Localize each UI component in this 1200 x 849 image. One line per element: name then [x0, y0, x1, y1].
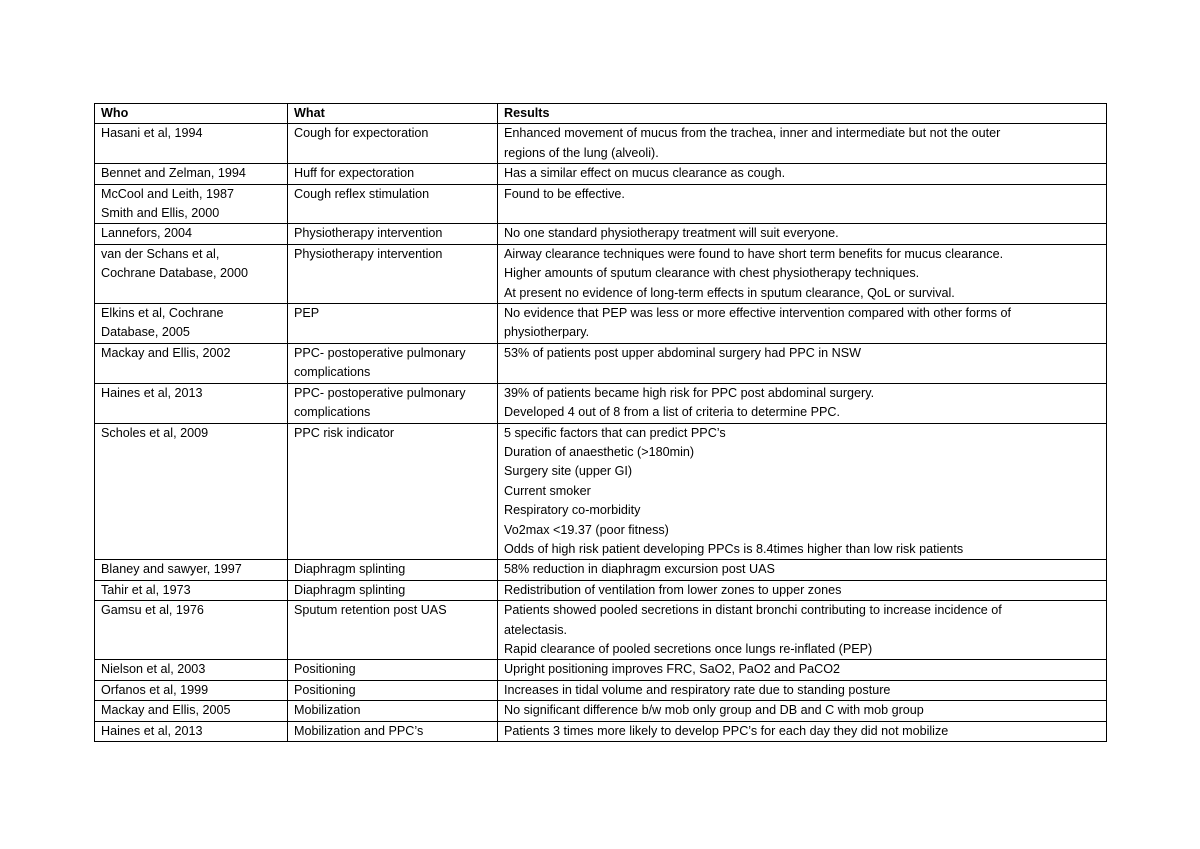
cell-results — [498, 383, 1107, 423]
results-line: atelectasis. — [504, 622, 567, 637]
cell-who — [95, 124, 288, 164]
results-line: physiotherpary. — [504, 325, 590, 340]
table-row — [95, 580, 1107, 600]
cell-who — [95, 601, 288, 660]
who-line: Blaney and sawyer, 1997 — [101, 562, 242, 577]
cell-results — [498, 304, 1107, 344]
cell-what — [288, 701, 498, 721]
results-line: 58% reduction in diaphragm excursion post UAS — [504, 562, 775, 577]
who-line: van der Schans et al, — [101, 246, 220, 261]
cell-what — [288, 721, 498, 741]
literature-review-table — [94, 103, 1107, 742]
what-line: Physiotherapy intervention — [294, 226, 443, 241]
cell-who — [95, 680, 288, 700]
who-line: Mackay and Ellis, 2005 — [101, 703, 231, 718]
cell-who — [95, 304, 288, 344]
results-line: Odds of high risk patient developing PPCs is 8.4times higher than low risk patients — [504, 541, 964, 556]
what-line: Physiotherapy intervention — [294, 246, 443, 261]
results-line: Vo2max <19.37 (poor fitness) — [504, 522, 669, 537]
cell-results — [498, 124, 1107, 164]
results-line: Patients showed pooled secretions in distant bronchi contributing to increase incidence of — [504, 603, 1002, 618]
who-line: Gamsu et al, 1976 — [101, 603, 204, 618]
who-line: Elkins et al, Cochrane — [101, 306, 224, 321]
who-line: Orfanos et al, 1999 — [101, 682, 209, 697]
cell-what — [288, 580, 498, 600]
results-line: Developed 4 out of 8 from a list of criteria to determine PPC. — [504, 405, 840, 420]
who-line: Nielson et al, 2003 — [101, 662, 206, 677]
cell-who — [95, 721, 288, 741]
table-row — [95, 244, 1107, 303]
cell-results — [498, 244, 1107, 303]
table-row — [95, 304, 1107, 344]
cell-what — [288, 184, 498, 224]
results-line: Upright positioning improves FRC, SaO2, PaO2 and PaCO2 — [504, 662, 840, 677]
table-row — [95, 680, 1107, 700]
cell-what — [288, 124, 498, 164]
results-line: No significant difference b/w mob only group and DB and C with mob group — [504, 703, 924, 718]
cell-what — [288, 304, 498, 344]
who-line: Bennet and Zelman, 1994 — [101, 166, 246, 181]
cell-what — [288, 383, 498, 423]
cell-who — [95, 343, 288, 383]
results-line: Airway clearance techniques were found to have short term benefits for mucus clearance. — [504, 246, 1004, 261]
cell-what — [288, 601, 498, 660]
who-line: Hasani et al, 1994 — [101, 126, 203, 141]
cell-who — [95, 560, 288, 580]
who-line: Haines et al, 2013 — [101, 723, 203, 738]
table-row — [95, 184, 1107, 224]
header-who: Who — [95, 104, 288, 124]
results-line: Current smoker — [504, 483, 591, 498]
cell-who — [95, 660, 288, 680]
what-line: complications — [294, 365, 371, 380]
cell-results — [498, 601, 1107, 660]
cell-what — [288, 423, 498, 560]
what-line: Huff for expectoration — [294, 166, 415, 181]
table-row — [95, 423, 1107, 560]
results-line: 53% of patients post upper abdominal surgery had PPC in NSW — [504, 345, 862, 360]
what-line: Diaphragm splinting — [294, 582, 406, 597]
cell-results — [498, 184, 1107, 224]
who-line: Lannefors, 2004 — [101, 226, 193, 241]
what-line: PPC- postoperative pulmonary — [294, 385, 466, 400]
table-row — [95, 164, 1107, 184]
what-line: PPC risk indicator — [294, 425, 395, 440]
cell-who — [95, 383, 288, 423]
cell-who — [95, 224, 288, 244]
cell-results — [498, 660, 1107, 680]
table-row — [95, 601, 1107, 660]
results-line: Duration of anaesthetic (>180min) — [504, 444, 695, 459]
cell-who — [95, 701, 288, 721]
results-line: Has a similar effect on mucus clearance as cough. — [504, 166, 786, 181]
results-line: Patients 3 times more likely to develop PPC’s for each day they did not mobilize — [504, 723, 949, 738]
cell-who — [95, 423, 288, 560]
cell-what — [288, 560, 498, 580]
what-line: Cough for expectoration — [294, 126, 429, 141]
table-header-row — [95, 104, 1107, 124]
results-line: 5 specific factors that can predict PPC’s — [504, 425, 726, 440]
table-row — [95, 343, 1107, 383]
results-line: 39% of patients became high risk for PPC post abdominal surgery. — [504, 385, 875, 400]
cell-results — [498, 343, 1107, 383]
results-line: Enhanced movement of mucus from the trachea, inner and intermediate but not the outer — [504, 126, 1001, 141]
cell-who — [95, 164, 288, 184]
table-row — [95, 660, 1107, 680]
who-line: Scholes et al, 2009 — [101, 425, 209, 440]
what-line: Positioning — [294, 682, 356, 697]
table-row — [95, 124, 1107, 164]
results-line: At present no evidence of long-term effects in sputum clearance, QoL or survival. — [504, 285, 955, 300]
results-line: Higher amounts of sputum clearance with chest physiotherapy techniques. — [504, 266, 920, 281]
cell-who — [95, 244, 288, 303]
cell-what — [288, 244, 498, 303]
table-row — [95, 383, 1107, 423]
cell-results — [498, 560, 1107, 580]
cell-what — [288, 164, 498, 184]
results-line: Increases in tidal volume and respiratory rate due to standing posture — [504, 682, 891, 697]
results-line: regions of the lung (alveoli). — [504, 145, 659, 160]
table-row — [95, 560, 1107, 580]
table-row — [95, 701, 1107, 721]
table-row — [95, 721, 1107, 741]
who-line: Tahir et al, 1973 — [101, 582, 191, 597]
cell-results — [498, 224, 1107, 244]
what-line: PEP — [294, 306, 320, 321]
header-what: What — [288, 104, 498, 124]
cell-what — [288, 224, 498, 244]
results-line: Respiratory co-morbidity — [504, 503, 641, 518]
results-line: No one standard physiotherapy treatment will suit everyone. — [504, 226, 839, 241]
who-line: Smith and Ellis, 2000 — [101, 206, 220, 221]
cell-results — [498, 423, 1107, 560]
cell-results — [498, 721, 1107, 741]
what-line: Sputum retention post UAS — [294, 603, 447, 618]
cell-what — [288, 660, 498, 680]
header-results: Results — [498, 104, 1107, 124]
what-line: Positioning — [294, 662, 356, 677]
cell-what — [288, 680, 498, 700]
what-line: Mobilization and PPC’s — [294, 723, 424, 738]
what-line: PPC- postoperative pulmonary — [294, 345, 466, 360]
cell-who — [95, 580, 288, 600]
results-line: No evidence that PEP was less or more effective intervention compared with other forms of — [504, 306, 1012, 321]
what-line: complications — [294, 405, 371, 420]
what-line: Cough reflex stimulation — [294, 186, 430, 201]
cell-what — [288, 343, 498, 383]
cell-who — [95, 184, 288, 224]
who-line: Database, 2005 — [101, 325, 190, 340]
who-line: Mackay and Ellis, 2002 — [101, 345, 231, 360]
who-line: McCool and Leith, 1987 — [101, 186, 235, 201]
table-body — [95, 124, 1107, 742]
table-row — [95, 224, 1107, 244]
results-line: Rapid clearance of pooled secretions once lungs re-inflated (PEP) — [504, 641, 873, 656]
results-line: Surgery site (upper GI) — [504, 464, 633, 479]
who-line: Cochrane Database, 2000 — [101, 266, 249, 281]
cell-results — [498, 164, 1107, 184]
cell-results — [498, 680, 1107, 700]
cell-results — [498, 701, 1107, 721]
cell-results — [498, 580, 1107, 600]
what-line: Mobilization — [294, 703, 361, 718]
who-line: Haines et al, 2013 — [101, 385, 203, 400]
results-line: Found to be effective. — [504, 186, 625, 201]
results-line: Redistribution of ventilation from lower zones to upper zones — [504, 582, 842, 597]
what-line: Diaphragm splinting — [294, 562, 406, 577]
